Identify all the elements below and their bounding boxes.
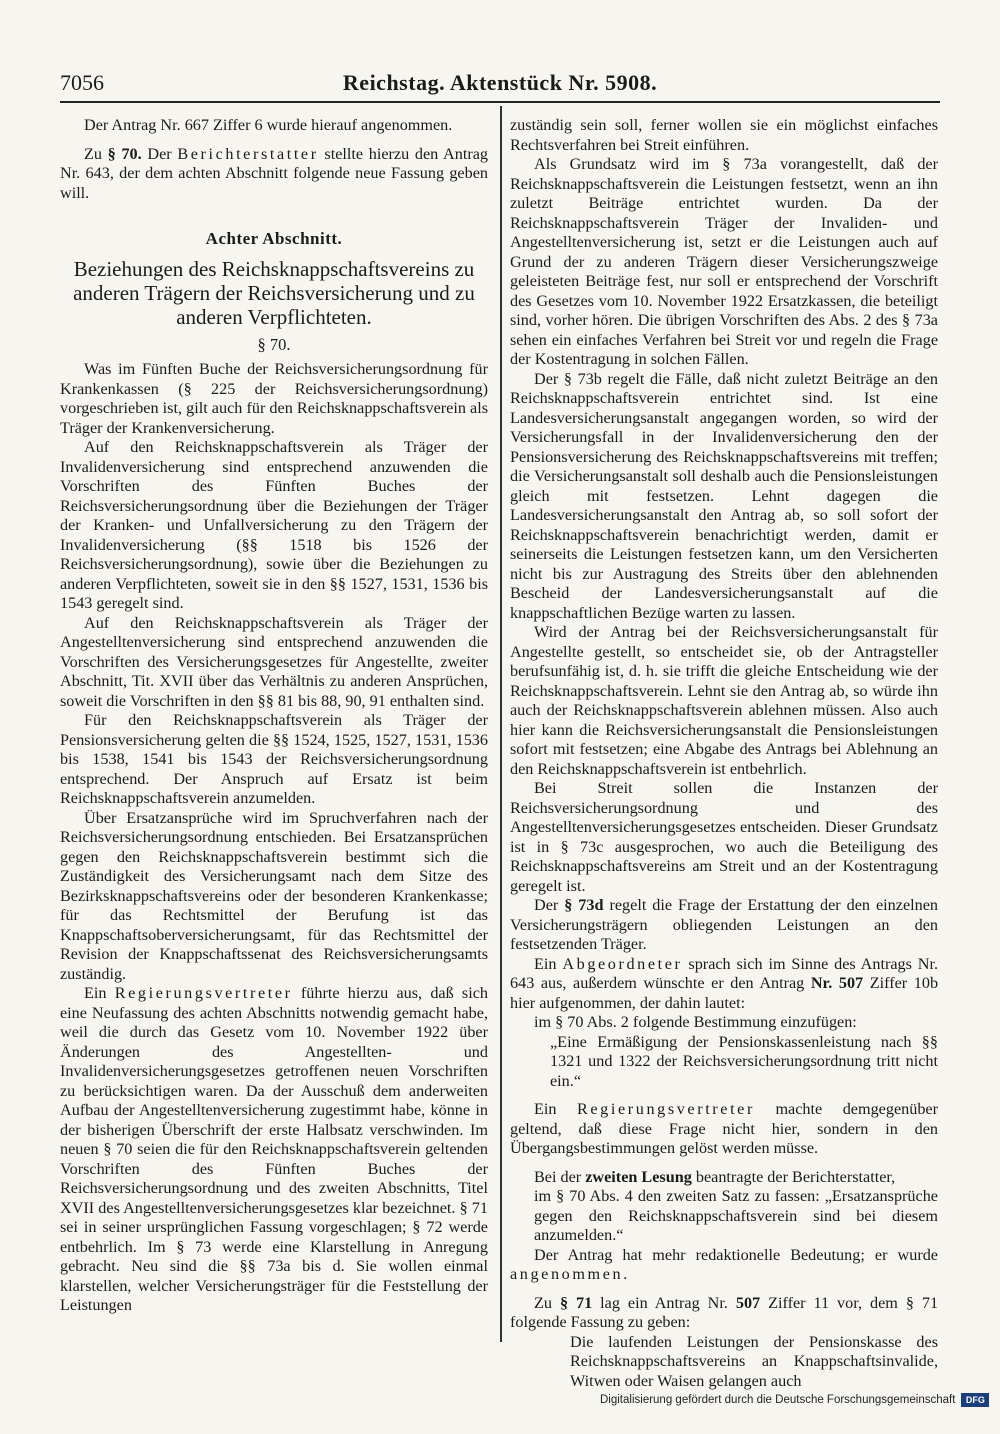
statute-paragraph: Auf den Reichsknappschaftsverein als Träger der Angestelltenversicherung sind entsprechend anzuwenden die Vorschriften des Versicherungsgesetzes für Angestellte, zweiter Abschnitt, Tit. XVII über das Verhältnis zu anderen Ansprüchen, soweit die Vorschriften in den §§ 81 bis 88, 90, 91 enthalten sind.	[60, 613, 488, 710]
credit-text: Digitalisierung gefördert durch die Deutsche Forschungsgemeinschaft	[600, 1394, 956, 1407]
paragraph: Ein Regierungsvertreter machte demgegenüber geltend, daß diese Frage nicht hier, sondern in den Übergangsbestimmungen gelöst werden müsse.	[510, 1100, 938, 1157]
speaker: Regierungsvertreter	[114, 984, 293, 1002]
statute-paragraph: Über Ersatzansprüche wird im Spruchverfahren nach der Reichsversicherungsordnung entschieden. Bei Ersatzansprüchen gegen den Reichsknappschaftsverein bestimmt sich die Zuständigkeit des Versicherungsamt nach dem Sitze des Bezirksknappschaftsvereins oder der besonderen Krankenkasse; für das Rechtsmittel der Berufung ist das Knappschaftsoberversicherungsamt, für das Rechtsmittel der Revision der Knappschaftssenat des Reichsversicherungsamts zuständig.	[60, 808, 488, 983]
paragraph: Bei der zweiten Lesung beantragte der Berichterstatter,	[534, 1167, 896, 1186]
paragraph: zuständig sein soll, ferner wollen sie ein möglichst einfaches Rechtsverfahren bei Streit einführen.	[510, 116, 938, 154]
running-title: Reichstag. Aktenstück Nr. 5908.	[342, 70, 658, 95]
quoted-provision: Die laufenden Leistungen der Pensionskasse des Reichsknappschaftsvereins an Knappschaftsinvalide, Witwen oder Waisen gelangen auch	[570, 1332, 938, 1390]
left-column	[60, 116, 488, 1352]
statute-paragraph: Was im Fünften Buche der Reichsversicherungsordnung für Krankenkassen (§ 225 der Reichsversicherungsordnung) vorgeschrieben ist, gilt auch für den Reichsknappschaftsverein als Träger der Krankenversicherung.	[60, 360, 488, 437]
dfg-logo: DFG	[961, 1393, 989, 1407]
digitization-credit	[600, 1393, 985, 1411]
emphasis: zweiten Lesung	[585, 1167, 692, 1186]
paragraph: Zu § 71 lag ein Antrag Nr. 507 Ziffer 11 vor, dem § 71 folgende Fassung zu geben:	[510, 1293, 939, 1331]
paragraph: Der Antrag Nr. 667 Ziffer 6 wurde hierauf angenommen.	[84, 116, 453, 134]
section-heading: Achter Abschnitt.	[205, 229, 343, 248]
page-header	[60, 70, 940, 100]
speaker: Berichterstatter	[177, 144, 319, 163]
paragraph: Zu § 70. Der Berichterstatter stellte hierzu den Antrag Nr. 643, der dem achten Abschnitt folgende neue Fassung geben will.	[60, 144, 488, 202]
section-ref: § 73d	[564, 896, 604, 914]
page-number: 7056	[60, 70, 104, 95]
section-title: Beziehungen des Reichsknappschaftsvereins zu anderen Trägern der Reichsversicherung und zu anderen Verpflichteten.	[73, 256, 475, 329]
section-ref: § 70.	[107, 144, 142, 163]
paragraph: Der § 73b regelt die Fälle, daß nicht zuletzt Beiträge an den Reichsknappschaftsverein entrichtet sind. Ist eine Landesversicherungsanstalt angegangen worden, so wird der Versicherungsfall in der Invalidenversicherung den der Pensionsversicherung des Reichsknappschaftsvereins mit treffen; die Versicherungsanstalt soll deshalb auch die Pensionsleistungen gleich mit festsetzen. Lehnt dagegen die Landesversicherungsanstalt den Antrag ab, so soll sofort der Reichsknappschaftsverein benachrichtigt werden, damit er seinerseits die Leistungen festsetzen kann, um den Versicherten nicht bis zur Austragung des Streits über den ablehnenden Bescheid der Landesversicherungsanstalt auf die knappschaftlichen Bezüge warten zu lassen.	[510, 369, 938, 622]
speaker: Regierungsvertreter	[577, 1100, 755, 1118]
statute-paragraph: Für den Reichsknappschaftsverein als Träger der Pensionsversicherung gelten die §§ 1524, 1525, 1527, 1531, 1536 bis 1538, 1541 bis 1543 der Reichsversicherungsordnung entsprechend. Der Anspruch auf Ersatz ist beim Reichsknappschaftsverein anzumelden.	[60, 711, 488, 807]
column-divider	[500, 106, 502, 1342]
header-rule	[60, 101, 940, 103]
quoted-instruction: im § 70 Abs. 2 folgende Bestimmung einzufügen:	[534, 1013, 857, 1031]
paragraph-sign: § 70.	[257, 334, 291, 354]
statute-paragraph: Auf den Reichsknappschaftsverein als Träger der Invalidenversicherung sind entsprechend anzuwenden die Vorschriften des Fünften Buches der Reichsversicherungsordnung über die Beziehungen der Träger der Kranken- und Unfallversicherung zu den Trägern der Invalidenversicherung (§§ 1518 bis 1526 der Reichsversicherungsordnung), sowie über die Beziehungen zu anderen Verpflichteten, soweit sie in den §§ 1527, 1531, 1536 bis 1543 geregelt sind.	[60, 438, 488, 612]
section-ref: § 71	[559, 1293, 593, 1312]
speaker: Abgeordneter	[562, 954, 683, 973]
paragraph: Der Antrag hat mehr redaktionelle Bedeutung; er wurde angenommen.	[510, 1245, 938, 1283]
paragraph: Ein Regierungsvertreter führte hierzu aus, daß sich eine Neufassung des achten Abschnitts notwendig gemacht habe, weil die durch das Gesetz vom 10. November 1922 über Änderungen des Angestellten- und Invalidenversicherungsgesetzes getroffenen neuen Vorschriften zu berücksichtigen waren. Da der Ausschuß dem anderweiten Aufbau der Angestelltenversicherung zugestimmt habe, könne in der bisherigen Überschrift der erste Halbsatz verschwinden. Im neuen § 70 seien die für den Reichsknappschaftsverein geltenden Vorschriften des Fünften Buches der Reichsversicherungsordnung und des zweiten Abschnitts, Titel XVII des Angestelltenversicherungsgesetzes klar bezeichnet. § 71 sei in seiner ursprünglichen Fassung vorgeschlagen; § 72 werde entbehrlich. Im § 73 werde eine Klarstellung in Anregung gebracht. Neu sind die §§ 73a bis d. Sie wollen einmal klarstellen, welcher Versicherungsträger für die Feststellung der Leistungen	[60, 984, 489, 1314]
paragraph: Der § 73d regelt die Frage der Erstattung der den einzelnen Versicherungsträgern obliegenden Leistungen an den festsetzenden Träger.	[510, 896, 938, 953]
quoted-instruction: im § 70 Abs. 4 den zweiten Satz zu fassen: „Ersatzansprüche gegen den Reichsknappschaftsverein sind bei diesem anzumelden.“	[534, 1187, 938, 1244]
quoted-provision: „Eine Ermäßigung der Pensionskassenleistung nach §§ 1321 und 1322 der Reichsversicherungsordnung tritt nicht ein.“	[550, 1032, 938, 1090]
paragraph: Bei Streit sollen die Instanzen der Reichsversicherungsordnung und des Angestelltenversicherungsgesetzes entscheiden. Dieser Grundsatz ist in § 73c ausgesprochen, wo auch die Beteiligung des Reichsknappschaftsvereins am Streit und an der Kostentragung geregelt ist.	[510, 779, 938, 895]
paragraph: Wird der Antrag bei der Reichsversicherungsanstalt für Angestellte gestellt, so entscheidet sie, ob der Antragsteller berufsunfähig ist, d. h. sie trifft die gleiche Entscheidung wie der Reichsknappschaftsverein. Lehnt sie den Antrag ab, so würde ihn auch der Reichsknappschaftsverein ablehnen müssen. Also auch hier kann die Reichsversicherungsanstalt die Pensionsleistungen sofort mit festsetzen; eine Abgabe des Antrags bei Ablehnung an den Reichsknappschaftsverein ist entbehrlich.	[510, 623, 938, 778]
paragraph: Ein Abgeordneter sprach sich im Sinne des Antrags Nr. 643 aus, außerdem wünschte er den Antrag Nr. 507 Ziffer 10b hier aufgenommen, der dahin lautet:	[510, 954, 939, 1012]
right-column	[510, 116, 939, 1390]
paragraph: Als Grundsatz wird im § 73a vorangestellt, daß der Reichsknappschaftsverein die Leistungen festsetzt, wenn an ihn zuletzt Beiträge entrichtet wurden. Da der Reichsknappschaftsverein Träger der Invaliden- und Angestelltenversicherung ist, setzt er die Leistungen auch auf Grund der zu anderen Trägern dieser Versicherungszweige geleisteten Beiträge fest, nur soll er entsprechend der Vorschrift des Gesetzes vom 10. November 1922 Ersatzkassen, die beteiligt sind, vorher hören. Die übrigen Vorschriften des Abs. 2 des § 73a sehen ein einfaches Verfahren bei Streit vor und regeln die Frage der Kostentragung in solchen Fällen.	[510, 155, 938, 368]
